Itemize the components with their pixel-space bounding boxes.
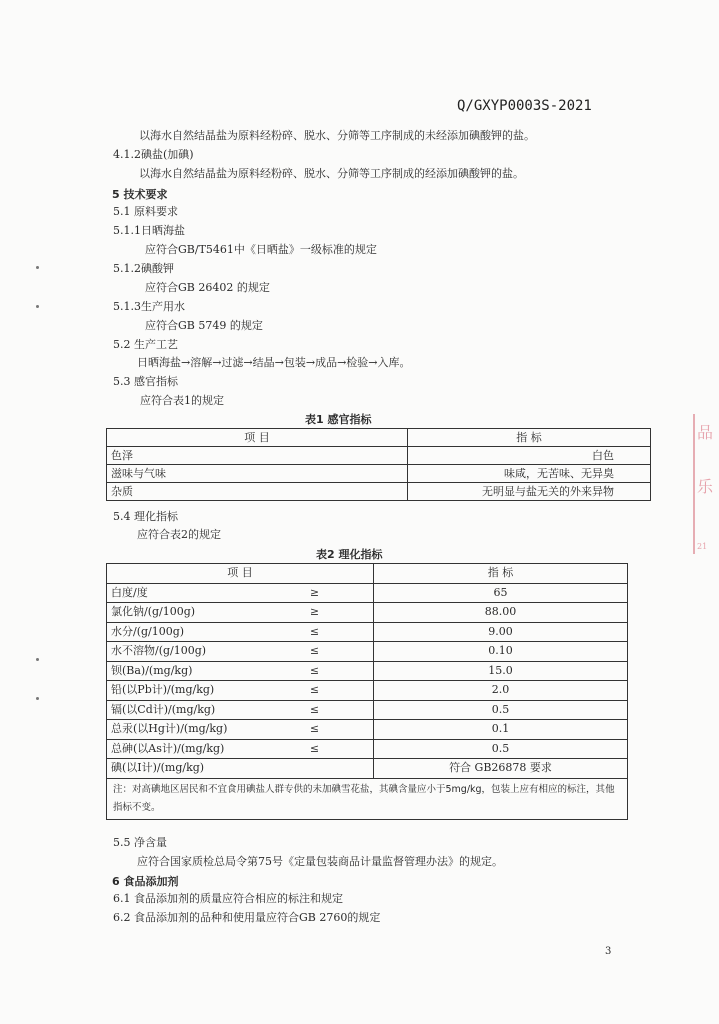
table-cell: 0.5 — [374, 700, 628, 720]
table-row — [107, 447, 651, 465]
section-6-title: 6 食品添加剂 — [112, 875, 179, 888]
table-cell: ≤ — [302, 642, 374, 662]
section-5-3-heading: 5.3 感官指标 — [113, 375, 178, 388]
table-cell: 9.00 — [374, 622, 628, 642]
table-cell: 铅(以Pb计)/(mg/kg) — [107, 681, 302, 701]
scan-dot — [36, 658, 39, 661]
table-header-row — [107, 564, 628, 584]
table-cell: 水分/(g/100g) — [107, 622, 302, 642]
table-row — [107, 739, 628, 759]
scan-dot — [36, 697, 39, 700]
table-cell: ≤ — [302, 739, 374, 759]
page-number: 3 — [605, 946, 612, 957]
table-cell: ≤ — [302, 700, 374, 720]
table-cell: 无明显与盐无关的外来异物 — [408, 483, 651, 501]
section-5-2-heading: 5.2 生产工艺 — [113, 338, 178, 351]
table-row — [107, 720, 628, 740]
section-4-1-2-heading: 4.1.2碘盐(加碘) — [113, 148, 194, 161]
table-cell: ≤ — [302, 661, 374, 681]
stamp-char: 乐 — [697, 477, 714, 496]
table-cell: 2.0 — [374, 681, 628, 701]
table-cell: 0.1 — [374, 720, 628, 740]
table-cell: 水不溶物/(g/100g) — [107, 642, 302, 662]
section-5-1-1-heading: 5.1.1日晒海盐 — [113, 224, 185, 237]
table-cell: 总砷(以As计)/(mg/kg) — [107, 739, 302, 759]
table-1-caption: 表1 感官指标 — [305, 413, 372, 426]
table-cell: 总汞(以Hg计)/(mg/kg) — [107, 720, 302, 740]
table-cell: 味咸，无苦味、无异臭 — [408, 465, 651, 483]
table-row — [107, 759, 628, 779]
table-cell — [302, 759, 374, 779]
table-row — [107, 681, 628, 701]
table-cell: 滋味与气味 — [107, 465, 408, 483]
section-5-5-heading: 5.5 净含量 — [113, 836, 167, 849]
section-5-3-text: 应符合表1的规定 — [140, 394, 224, 407]
table-cell: 碘(以I计)/(mg/kg) — [107, 759, 302, 779]
section-5-title: 5 技术要求 — [112, 188, 168, 201]
table-cell: 65 — [374, 583, 628, 603]
table-note-row — [107, 778, 628, 819]
red-stamp-partial — [693, 414, 719, 554]
table-row — [107, 583, 628, 603]
table-2 — [106, 563, 628, 820]
table-cell: ≤ — [302, 622, 374, 642]
table-cell: 0.5 — [374, 739, 628, 759]
table-row — [107, 465, 651, 483]
section-5-4-text: 应符合表2的规定 — [137, 528, 221, 541]
table-2-caption: 表2 理化指标 — [316, 548, 383, 561]
section-5-1-3-text: 应符合GB 5749 的规定 — [145, 319, 263, 332]
table-1-header-value: 指 标 — [408, 429, 651, 447]
table-cell: 钡(Ba)/(mg/kg) — [107, 661, 302, 681]
section-5-1-1-text: 应符合GB/T5461中《日晒盐》一级标准的规定 — [145, 243, 377, 256]
section-5-1-heading: 5.1 原料要求 — [113, 205, 178, 218]
section-5-2-text: 日晒海盐→溶解→过滤→结晶→包装→成品→检验→入库。 — [137, 356, 411, 369]
table-1-header-item: 项 目 — [107, 429, 408, 447]
section-5-4-heading: 5.4 理化指标 — [113, 510, 178, 523]
section-5-1-3-heading: 5.1.3生产用水 — [113, 300, 185, 313]
table-cell: 88.00 — [374, 603, 628, 623]
table-cell: ≥ — [302, 583, 374, 603]
table-cell: 15.0 — [374, 661, 628, 681]
table-cell: 白度/度 — [107, 583, 302, 603]
table-row — [107, 622, 628, 642]
table-2-note: 注：对高碘地区居民和不宜食用碘盐人群专供的未加碘雪花盐，其碘含量应小于5mg/kg，包装上应有相应的标注，其他指标不变。 — [107, 778, 628, 819]
table-cell: ≤ — [302, 681, 374, 701]
table-cell: ≤ — [302, 720, 374, 740]
table-row — [107, 661, 628, 681]
intro-line-2: 以海水自然结晶盐为原料经粉碎、脱水、分筛等工序制成的经添加碘酸钾的盐。 — [139, 167, 524, 180]
section-5-1-2-heading: 5.1.2碘酸钾 — [113, 262, 174, 275]
table-row — [107, 700, 628, 720]
table-row — [107, 603, 628, 623]
section-5-1-2-text: 应符合GB 26402 的规定 — [145, 281, 270, 294]
table-row — [107, 483, 651, 501]
section-6-1-text: 6.1 食品添加剂的质量应符合相应的标注和规定 — [113, 892, 343, 905]
table-header-row — [107, 429, 651, 447]
table-cell: 符合 GB26878 要求 — [374, 759, 628, 779]
table-cell: 杂质 — [107, 483, 408, 501]
table-cell: ≥ — [302, 603, 374, 623]
stamp-char: 21 — [697, 542, 708, 551]
document-number: Q/GXYP0003S-2021 — [457, 98, 592, 114]
table-row — [107, 642, 628, 662]
table-cell: 氯化钠/(g/100g) — [107, 603, 302, 623]
table-cell: 0.10 — [374, 642, 628, 662]
table-cell: 镉(以Cd计)/(mg/kg) — [107, 700, 302, 720]
table-cell: 色泽 — [107, 447, 408, 465]
scan-dot — [36, 305, 39, 308]
table-cell: 白色 — [408, 447, 651, 465]
stamp-char: 品 — [697, 423, 714, 442]
table-2-header-item: 项 目 — [107, 564, 374, 584]
table-2-header-value: 指 标 — [374, 564, 628, 584]
table-1 — [106, 428, 651, 501]
section-6-2-text: 6.2 食品添加剂的品种和使用量应符合GB 2760的规定 — [113, 911, 381, 924]
intro-line-1: 以海水自然结晶盐为原料经粉碎、脱水、分筛等工序制成的未经添加碘酸钾的盐。 — [139, 129, 535, 142]
section-5-5-text: 应符合国家质检总局令第75号《定量包装商品计量监督管理办法》的规定。 — [137, 855, 503, 868]
scan-dot — [36, 266, 39, 269]
